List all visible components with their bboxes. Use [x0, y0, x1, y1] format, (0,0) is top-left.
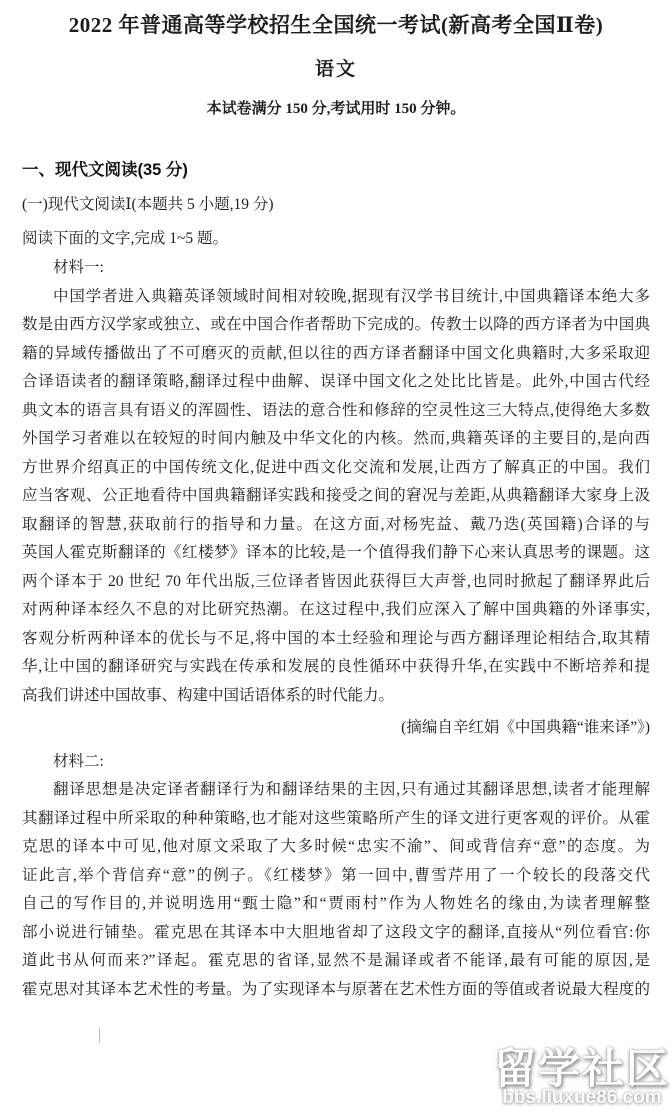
- text-line: 霍克思对其译本艺术性的考量。为了实现译本与原著在艺术性方面的等值或者说最大程度的: [22, 980, 650, 998]
- text-line: 籍的异域传播做出了不可磨灭的贡献,但以往的西方译者翻译中国文化典籍时,大多采取迎: [22, 344, 650, 362]
- text-line: 道此书从何而来?”译起。霍克思的省译,显然不是漏译或者不能译,最有可能的原因,是: [22, 952, 650, 969]
- text-line: 部小说进行铺垫。霍克思在其译本中大胆地省却了这段文字的翻译,直接从“列位看官:你: [22, 923, 650, 941]
- text-line: 客观分析两种译本的优长与不足,将中国的本土经验和理论与西方翻译理论相结合,取其精: [22, 629, 650, 647]
- text-line: 自己的写作目的,并说明选用“甄士隐”和“贾雨村”作为人物姓名的缘由,为读者理解整: [22, 895, 650, 912]
- subject-title: 语文: [314, 59, 357, 80]
- exam-meta: 本试卷满分 150 分,考试用时 150 分钟。: [206, 101, 466, 117]
- text-line: 外国学习者难以在较短的时间内触及中华文化的内核。然而,典籍英译的主要目的,是向西: [22, 430, 650, 447]
- cursor-artifact: [99, 1028, 100, 1043]
- text-line: 合译语读者的翻译策略,翻译过程中曲解、误译中国文化之处比比皆是。此外,中国古代经: [22, 373, 650, 390]
- text-line: 克思的译本中可见,他对原文采取了大多时候“忠实不渝”、间或背信弃“意”的态度。为: [22, 838, 650, 855]
- material-2-paragraph: [22, 776, 650, 1004]
- text-line: 英国人霍克斯翻译的《红楼梦》译本的比较,是一个值得我们静下心来认真思考的课题。这: [22, 544, 650, 561]
- section-subheading: (一)现代文阅读Ⅰ(本题共 5 小题,19 分): [22, 196, 274, 213]
- text-line: 取翻译的智慧,获取前行的指导和力量。在这方面,对杨宪益、戴乃迭(英国籍)合译的与: [22, 515, 650, 533]
- text-line: 数是由西方汉学家或独立、或在中国合作者帮助下完成的。传教士以降的西方译者为中国典: [22, 316, 650, 333]
- text-line: 华,让中国的翻译研究与实践在传承和发展的良性循环中获得升华,在实践中不断培养和提: [22, 658, 650, 675]
- text-line: 其翻译过程中所采取的种种策略,也才能对这些策略所产生的译文进行更客观的评价。从霍: [22, 809, 650, 827]
- text-line: 证此言,举个背信弃“意”的例子。《红楼梦》第一回中,曹雪芹用了一个较长的段落交代: [22, 866, 650, 884]
- text-line: 高我们讲述中国故事、构建中国话语体系的时代能力。: [22, 686, 395, 704]
- text-line: 两个译本于 20 世纪 70 年代出版,三位译者皆因此获得巨大声誉,也同时掀起了翻译界此后: [22, 572, 650, 590]
- text-line: 应当客观、公正地看待中国典籍翻译实践和接受之间的窘况与差距,从典籍翻译大家身上汲: [22, 487, 650, 504]
- text-line: 典文本的语言具有语义的浑圆性、语法的意合性和修辞的空灵性这三大特点,使得绝大多数: [22, 401, 650, 419]
- material-1-paragraph: [22, 283, 650, 711]
- text-line: 中国学者进入典籍英译领域时间相对较晚,据现有汉学书目统计,中国典籍译本绝大多: [53, 287, 650, 305]
- material-1-label: 材料一:: [53, 259, 104, 276]
- material-1-attribution: (摘编自辛红娟《中国典籍“谁来译”》): [401, 719, 650, 736]
- watermark: [493, 1045, 670, 1108]
- material-2-label: 材料二:: [53, 752, 104, 770]
- section-heading: 一、现代文阅读(35 分): [22, 161, 188, 179]
- text-line: 翻译思想是决定译者翻译行为和翻译结果的主因,只有通过其翻译思想,读者才能理解: [53, 781, 650, 798]
- reading-instruction: 阅读下面的文字,完成 1~5 题。: [22, 230, 229, 247]
- text-line: 对两种译本经久不息的对比研究热潮。在这过程中,我们应深入了解中国典籍的外译事实,: [22, 601, 650, 618]
- watermark-title: 留学社区: [493, 1045, 670, 1092]
- text-line: 方世界介绍真正的中国传统文化,促进中西文化交流和发展,让西方了解真正的中国。我们: [22, 458, 650, 476]
- page-title: 2022 年普通高等学校招生全国统一考试(新高考全国Ⅱ卷): [68, 13, 604, 37]
- watermark-url: bbs.liuxue86.com: [502, 1087, 662, 1108]
